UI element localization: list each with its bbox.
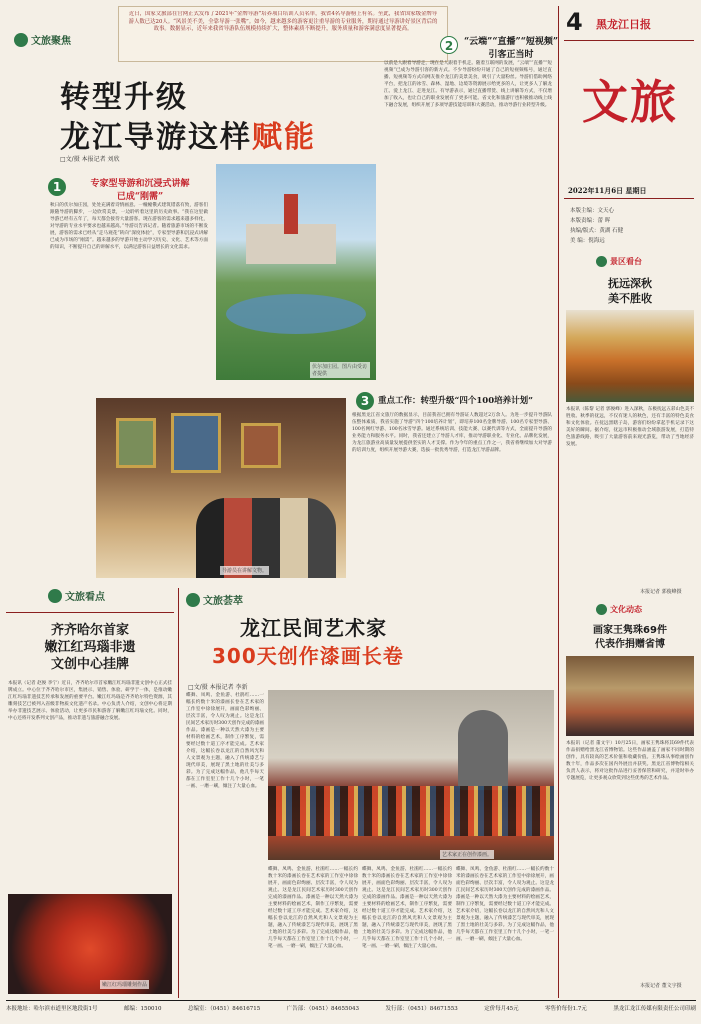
- section-2-title-line2: 引客正当时: [488, 50, 534, 60]
- donation-body: 本报讯（记者 董文宇）10月25日，画家王隽珠将其69件代表作品捐赠给黑龙江省博物馆。这些作品涵盖了画家不同时期的创作，具有较高的艺术价值和收藏价值。王隽珠从事绘画创作数十年，作品多次在国内外展出并获奖。黑龙江省博物馆相关负责人表示，将对这批作品进行妥善保管和研究，并适时举办专题展览，让更多观众欣赏到这些优秀的艺术作品。: [566, 741, 694, 781]
- section-1-title: [70, 176, 210, 202]
- manor-photo: [216, 164, 376, 380]
- footer-phone-editorial: 总编室：（0451）84616715: [187, 1006, 261, 1012]
- footer-postcode: 邮编：150010: [124, 1006, 162, 1012]
- museum-photo-caption: 导游员在讲解文物。: [222, 568, 268, 574]
- section-1-body: 秋日的伏尔加庄园，处处充满着诗情画意。一幢幢俄式建筑错落有致，游客们跟随导游的脚步，一边欣赏美景，一边聆听着这里的历史故事。“我在这里做导游已经有五年了，每天都会接待大量游客。现在游客的需求越来越多样化，对导游的专业水平要求也越来越高。”导游员告诉记者。随着旅游市场的不断发展，游客的需求已经从“走马观花”转向“深度体验”，专家型导游和沉浸式讲解已成为市场的“刚需”。越来越多的导游开始主动学习历史、文化、艺术等方面的知识，不断提升自己的讲解水平，以满足游客日益增长的文化需求。: [50, 203, 208, 250]
- left-story-title-line3: 文创中心挂牌: [50, 657, 129, 672]
- left-story-title-line1: 齐齐哈尔首家: [50, 623, 129, 638]
- left-story-body: 本报讯（记者 赵俊 李宁）近日，齐齐哈尔市首家嫩江红玛瑙非遗文创中心正式挂牌成立。中心位于齐齐哈尔市区，集展示、销售、体验、研学于一体，是推动嫩江红玛瑙非遗技艺传承和发展的重要平台。嫩江红玛瑙是齐齐哈尔特色资源，其雕刻技艺已被列入省级非物质文化遗产名录。中心负责人介绍，文创中心将定期举办非遗技艺展示、体验活动，让更多市民和游客了解嫩江红玛瑙文化。同时，中心还将开发系列文创产品，推动非遗与旅游融合发展。: [8, 681, 172, 721]
- footer-address: 本报地址：哈尔滨市道里区地段街1号: [6, 1006, 98, 1012]
- section-tag-gathering-label: 文旅荟萃: [203, 596, 243, 607]
- donation-title: [566, 624, 694, 652]
- section-2-title-line1: “云端”“直播”“短视频”: [464, 37, 559, 47]
- fuyuan-photo: [566, 310, 694, 402]
- art-body-col1: 蝶舞、凤鸣、金鱼游、杜鹃红……一幅长约数十米的漆画长卷在艺术家的工作室中徐徐展开，画面色彩绚丽、层次丰富，令人叹为观止。这是龙江民间艺术家历时300天创作完成的漆画作品。漆画是一种以天然大漆为主要材料的绘画艺术，制作工序繁复，需要经过数十道工序才能完成。艺术家介绍，这幅长卷以龙江的自然风光和人文景观为主题，融入了传统漆艺与现代审美，展现了黑土地的壮美与多彩。为了完成这幅作品，他几乎每天都在工作室里工作十几个小时，一笔一画、一磨一刷，倾注了大量心血。: [186, 693, 264, 789]
- art-byline: □文/摄 本报记者 李新: [188, 684, 248, 691]
- section-1-number: 1: [48, 178, 66, 196]
- editor-line: 本版主编：文天心: [570, 208, 615, 214]
- donation-photo: [566, 656, 694, 736]
- section-2-number: 2: [440, 36, 458, 54]
- section-tag-highlights: [48, 588, 105, 603]
- section-3-body: 根据黑龙江省文旅厅的数据显示，目前我省已拥有导游证人数超过2万余人。为进一步提升导游队伍整体素质，我省实施了导游“四个100培养计划”，即培养100名金牌导游、100名专家型导游、100名网红导游、100名冰雪导游。通过系统培训、技能大赛、以赛代训等方式，全面提升导游的业务能力和服务水平。同时，我省还建立了导游人才库，推动导游职业化、专业化、品牌化发展，为龙江旅游业高质量发展提供坚实的人才支撑。作为今年的重点工作之一，我省将继续加大对导游的培训力度，组织开展导游大赛，选拔一批优秀导游，打造龙江导游品牌。: [352, 413, 552, 453]
- manor-lake: [226, 294, 366, 334]
- section-2-body: 以前是人跟着导游走，现在是人跟着手机走。随着互联网的发展，“云端”“直播”“短视频”已成为导游引客的新方式。不少导游纷纷开通了自己的短视频账号，通过直播、短视频等方式向网友推介龙江的美景美食，吸引了大量粉丝。导游们借助网络平台，把龙江的冰雪、森林、湿地、边境等资源展示给更多的人，让更多人了解龙江、爱上龙江、走进龙江。有导游表示，通过直播带货、线上讲解等方式，不仅增加了收入，也让自己的职业发展有了更多可能。省文化和旅游厅也积极推动线上线下融合发展，组织开展了多项导游技能培训和大赛活动，推动导游行业转型升级。: [384, 61, 552, 108]
- editor-line: 执编/版式：黄湖 石健: [570, 228, 624, 234]
- section-1-title-line1: 专家型导游和沉浸式讲解: [90, 179, 190, 189]
- footer-printer: 黑龙江龙江传媒有限责任公司印刷: [613, 1006, 696, 1012]
- intro-text: 近日，国家文旅部在官网正式发布了2021年“金牌导游”培养项目培训人员名单，我省4名导游榜上有名。至此，我省国家级金牌导游人数已达20人。“风景美不美，全靠导游一张嘴”。如今，越来越多的游客更注重导游的专业服务，期待通过导游讲好景区背后的故事。数据显示，近年来我省导游队伍规模持续扩大，整体素质不断提升，服务质量和游客满意度显著提高。: [128, 11, 438, 32]
- editor-list: [570, 206, 623, 246]
- leaf-icon: [596, 604, 607, 615]
- section-tag-culture-label: 文化动态: [610, 604, 642, 614]
- section-tag-scenic-label: 景区看台: [610, 256, 642, 266]
- main-title-part-a: 龙江导游这样: [60, 120, 252, 155]
- paper-name: 黑龙江日报: [596, 18, 651, 31]
- editor-line: 美 编：倪海远: [570, 238, 605, 244]
- footer-rule: [6, 1000, 696, 1001]
- lacquer-photo-caption: 艺术家正在创作漆画。: [442, 852, 493, 858]
- section-3-number: 3: [356, 392, 374, 410]
- artist-figure: [458, 710, 508, 790]
- painting-frame-3: [241, 423, 281, 468]
- editor-line: 本版责编：蕾 晖: [570, 218, 611, 224]
- divider-right-column: [558, 6, 559, 998]
- footer-retail: 零售价每份1.7元: [545, 1006, 587, 1012]
- main-title-line2: [60, 112, 316, 156]
- masthead-rule: [564, 40, 694, 41]
- fuyuan-title: [566, 276, 694, 306]
- lacquer-painting-photo: [268, 690, 554, 860]
- fuyuan-body: 本报讯（陈黎 记者 郭俊峰）进入深秋，东极抚远五彩山色美不胜收。秋季的抚远，不仅有迷人的秋色，还有丰富的特色美食和文化体验。在抚远黑瞎子岛，游客们纷纷拿起手机记录下这美好的瞬间。据介绍，抚远市积极推动全域旅游发展，打造特色旅游线路，吸引了大量游客前来观光游览，带动了当地经济发展。: [566, 407, 694, 447]
- painting-frame-1: [116, 418, 156, 468]
- donation-title-line1: 画家王隽珠69件: [593, 625, 667, 636]
- art-body-col2: 蝶舞、凤鸣、金鱼游、杜鹃红……一幅长约数十米的漆画长卷在艺术家的工作室中徐徐展开，画面色彩绚丽、层次丰富，令人叹为观止。这是龙江民间艺术家历时300天创作完成的漆画作品。漆画是一种以天然大漆为主要材料的绘画艺术，制作工序繁复，需要经过数十道工序才能完成。艺术家介绍，这幅长卷以龙江的自然风光和人文景观为主题，融入了传统漆艺与现代审美，展现了黑土地的壮美与多彩。为了完成这幅作品，他几乎每天都在工作室里工作十几个小时，一笔一画、一磨一刷，倾注了大量心血。: [268, 867, 358, 949]
- leaf-icon: [186, 593, 200, 607]
- museum-photo: [96, 398, 346, 578]
- fuyuan-title-line2: 美不胜收: [608, 292, 652, 305]
- section-tag-focus: [14, 32, 71, 47]
- leaf-icon: [48, 589, 62, 603]
- intro-box: [118, 6, 448, 62]
- footer-phone-ads: 广告部：（0451）84655043: [286, 1006, 359, 1012]
- section-tag-highlights-label: 文旅看点: [65, 592, 105, 603]
- art-title: 龙江民间艺术家: [240, 616, 387, 640]
- divider-art-left: [178, 588, 179, 998]
- footer: [6, 1004, 696, 1012]
- divider-left-story: [6, 612, 174, 613]
- painting-frame-2: [171, 413, 221, 473]
- issue-date: 2022年11月6日 星期日: [568, 186, 647, 195]
- manor-tower: [284, 194, 298, 234]
- date-rule: [564, 198, 694, 199]
- section-2-title: [464, 34, 558, 60]
- art-body-col3: 蝶舞、凤鸣、金鱼游、杜鹃红……一幅长约数十米的漆画长卷在艺术家的工作室中徐徐展开，画面色彩绚丽、层次丰富，令人叹为观止。这是龙江民间艺术家历时300天创作完成的漆画作品。漆画是一种以天然大漆为主要材料的绘画艺术，制作工序繁复，需要经过数十道工序才能完成。艺术家介绍，这幅长卷以龙江的自然风光和人文景观为主题，融入了传统漆艺与现代审美，展现了黑土地的壮美与多彩。为了完成这幅作品，他几乎每天都在工作室里工作十几个小时，一笔一画、一磨一刷，倾注了大量心血。: [362, 867, 452, 949]
- donation-title-line2: 代表作捐赠省博: [595, 639, 665, 650]
- left-story-title-line2: 嫩江红玛瑙非遗: [44, 640, 136, 655]
- manor-photo-caption: 伏尔加庄园。图片由受访者提供: [310, 362, 370, 378]
- left-story-title: [6, 622, 174, 673]
- agate-photo-caption: 嫩江红玛瑙雕刻作品: [102, 982, 148, 988]
- painting-scroll: [268, 786, 554, 836]
- section-name: 文旅: [582, 75, 678, 129]
- section-3-title: 重点工作：转型升级“四个100培养计划”: [378, 396, 534, 406]
- section-tag-scenic: [596, 256, 642, 267]
- art-body-col4: 蝶舞、凤鸣、金鱼游、杜鹃红……一幅长约数十米的漆画长卷在艺术家的工作室中徐徐展开，画面色彩绚丽、层次丰富，令人叹为观止。这是龙江民间艺术家历时300天创作完成的漆画作品。漆画是一种以天然大漆为主要材料的绘画艺术，制作工序繁复，需要经过数十道工序才能完成。艺术家介绍，这幅长卷以龙江的自然风光和人文景观为主题，融入了传统漆艺与现代审美，展现了黑土地的壮美与多彩。为了完成这幅作品，他几乎每天都在工作室里工作十几个小时，一笔一画、一磨一刷，倾注了大量心血。: [456, 867, 554, 942]
- fuyuan-byline: 本报记者 郭俊峰摄: [640, 589, 682, 595]
- section-tag-culture: [596, 604, 642, 615]
- main-title-line1: 转型升级: [60, 80, 188, 115]
- footer-phone-distribution: 发行部：（0451）84671553: [385, 1006, 458, 1012]
- section-tag-gathering: [186, 592, 243, 607]
- fuyuan-title-line1: 抚远深秋: [608, 277, 652, 290]
- main-title-part-b: 赋能: [252, 120, 316, 155]
- agate-photo: [8, 894, 172, 994]
- art-subtitle: 300天创作漆画长卷: [212, 644, 404, 668]
- leaf-icon: [596, 256, 607, 267]
- section-1-title-line2: 已成“刚需”: [116, 192, 164, 202]
- footer-price: 定价每月45元: [484, 1006, 519, 1012]
- leaf-icon: [14, 33, 28, 47]
- section-tag-label: 文旅聚焦: [31, 36, 71, 47]
- donation-byline: 本报记者 董文宇摄: [640, 983, 682, 989]
- page-number: 4: [566, 8, 583, 36]
- main-byline: □文/摄 本报记者 刘欣: [60, 156, 120, 163]
